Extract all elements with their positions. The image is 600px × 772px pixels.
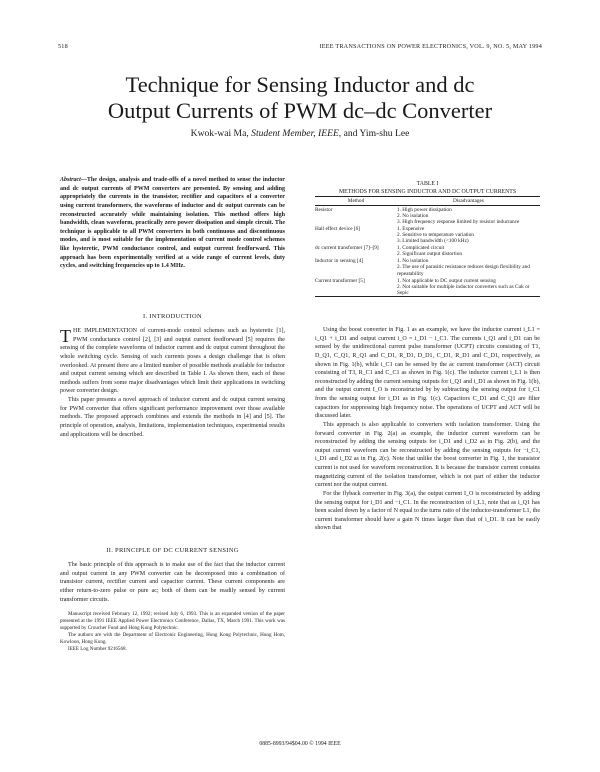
table-cell-method: dc current transformer [7]–[9] (315, 245, 379, 252)
footnote-log-number: IEEE Log Number 9216568. (68, 646, 127, 653)
table-cell-method: Current transformer [5] (315, 277, 397, 297)
table-cell-method: Hall effect device [6] (315, 225, 361, 232)
principle-body (60, 561, 285, 604)
table-row (315, 258, 540, 277)
table-header-row (315, 197, 540, 206)
table-cell-disadvantages: 1. Complicated circuit 2. Significant output distortion (397, 245, 463, 258)
table-row (315, 245, 540, 258)
footnote-manuscript: Manuscript received February 12, 1992; revised July 6, 1993. This is an expanded version of the paper presented at the 1991 IEEE Applied Power Electronics Conference, Dallas, TX, March 1991. This work was supported by Croucher Fund and Hong Kong Polytechnic. (60, 611, 285, 632)
title-line-2: Output Currents of PWM dc–dc Converter (107, 98, 493, 123)
right-paragraph-1: Using the boost converter in Fig. 1 as an example, we have the inductor current i_L1 = i_Q1 + i_D1 and output current i_O = i_D1 − i_C1. The currents i_Q1 and i_D1 can be sensed by the unidirectional current pulse transformer (UCPT) circuits consisting of T1, D_Q1, C_Q1, R_Q1 and C_D1, R_D1, D_D1, C_D1, R_D1 and C_D1, respectively, as shown in Fig. 1(b), while i_C1 can be sensed by the ac current transformer (ACT) circuit consisting of T3, R_C1 and C_C1 as shown in Fig. 1(c). The inductor current i_L1 is then reconstructed by adding the current sensing outputs for i_Q1 and i_D1 as shown in Fig. 1(b), and the output current I_O is reconstructed by by subtracting the sensing output for i_C1 from the sensing output for i_D1 as in Fig. 1(c). Capacitors C_D1 and C_Q1 are filter capacitors for suppressing high frequency noise. The operations of UCPT and ACT will be discussed later. (315, 327, 540, 420)
right-column-body (315, 326, 540, 533)
intro-paragraph-1: THE IMPLEMENTATION of current-mode control schemes such as hysteretic [1], PWM conductance control [2], [3] and output current feedforward [5] requires the sensing of the complete waveforms of inductor current and dc output current throughout the whole switching cycle. Sensing of such currents poses a design challenge that is often overlooked. At present there are a limited number of possible methods available for inductor and output current sensing which are described in Table I. As shown there, each of these methods suffers from some major disadvantages which limit their applications in switching power converter design. (60, 326, 285, 395)
table-label: TABLE I (416, 181, 439, 187)
footnotes (60, 611, 285, 654)
abstract (60, 176, 285, 271)
intro-paragraph-2: This paper presents a novel approach of inductor current and dc output current sensing for PWM converter that offers significant performance improvement over those available methods. The proposed approach combines and extends the methods in [4] and [5]. The principle of operation, analysis, limitations, implementation techniques, experimental results and applications will be described. (60, 397, 285, 438)
abstract-text: —The design, analysis and trade-offs of a novel method to sense the inductor and dc output currents of PWM converters are presented. By sensing and adding appropriately the currents in the transistor, rectifier and capacitors of a converter using current transformers, the waveforms of inductor and dc output currents can be reconstructed accurately while maintaining isolation. This method offers high bandwidth, clean waveform, practically zero power dissipation and simple circuit. The technique is applicable to all PWM converters in both continuous and discontinuous modes, and is most suitable for the implementation of current mode control schemes like hysteretic, PWM conductance control, and output current feedforward. This approach has been experimentally verified at a wide range of current levels, duty cycles, and switching frequencies up to 1.4 MHz. (60, 177, 285, 270)
author-second: and Yim-shu Lee (343, 128, 410, 139)
table-cell-disadvantages: 1. Expensive 2. Sensitive to temperature variation 3. Limited bandwidth (<100 kHz) (397, 225, 474, 245)
page-number: 518 (58, 43, 68, 50)
author-first: Kwok-wai Ma, (190, 128, 249, 139)
table-header-method: Method (315, 197, 397, 206)
title-line-1: Technique for Sensing Inductor and dc (125, 72, 475, 97)
copyright-footer: 0885-8993/94$04.00 © 1994 IEEE (259, 741, 341, 747)
table-cell-disadvantages: 1. High power dissipation 2. No isolation 3. High frequency response limited by resistor inductance (397, 206, 520, 225)
section-heading-principle: II. PRINCIPLE OF DC CURRENT SENSING (106, 547, 239, 554)
abstract-lead: Abstract (60, 177, 81, 183)
authors (60, 128, 540, 139)
table-cell-disadvantages: 1. No isolation 2. The use of parasitic resistance reduces design flexibility and repeatability (397, 258, 530, 277)
table-row (315, 206, 540, 226)
table-cell-method: Resistor (315, 206, 333, 213)
journal-name: IEEE TRANSACTIONS ON POWER ELECTRONICS, VOL. 9, NO. 5, MAY 1994 (319, 43, 542, 50)
table-header-disadvantages: Disadvantages (397, 197, 540, 206)
author-first-role: Student Member, IEEE, (251, 128, 342, 139)
table-row (315, 277, 540, 297)
principle-paragraph-1: The basic principle of this approach is to make use of the fact that the inductor current and output current in any PWM converter can be decomposed into a combination of transistor current, rectifier current and capacitor current. These current components are either return-to-zero pulse or pure ac; both of them can be readily sensed by current transformer circuits. (60, 562, 285, 603)
methods-table (315, 196, 540, 297)
dropcap: T (60, 326, 71, 346)
right-paragraph-3: For the flyback converter in Fig. 3(a), the output current I_O is reconstructed by adding the sensing output for i_D1 and −i_C1. In the reconstruction of i_L1, note that as i_Q1 has been scaled down by a factor of N equal to the turns ratio of the inductor-transformer L1, the current transformer should have a gain N times larger than that of i_D1. It can be easily shown that (315, 490, 540, 532)
table-cell-disadvantages: 1. Not applicable to DC output current sensing 2. Not suitable for multiple inductor converters such as Cuk or Sepic (397, 277, 540, 297)
footnote-affiliation: The authors are with the Department of Electronic Engineering, Hong Kong Polytechnic, Hung Hom, Kowloon, Hong Kong. (60, 632, 285, 646)
table-caption: METHODS FOR SENSING INDUCTOR AND DC OUTPUT CURRENTS (338, 189, 517, 195)
table-caption-block (315, 180, 540, 196)
introduction-body (60, 327, 285, 439)
table-row (315, 225, 540, 244)
table-cell-method: Inductor in sensing [4] (315, 258, 364, 265)
section-heading-introduction: I. INTRODUCTION (142, 313, 203, 320)
paper-title (60, 72, 540, 124)
right-paragraph-2: This approach is also applicable to converters with isolation transformer. Using the forward converter in Fig. 2(a) as example, the inductor current waveform can be reconstructed by adding the sensing outputs for i_D1 and i_D2 as in Fig. 2(b), and the output current waveform can be reconstructed by adding the sensing outputs for −i_C1, i_D1 and i_D2 as in Fig. 2(c). Note that unlike the boost converter in Fig. 1, the transistor current is not used for waveform reconstruction. It is because the transistor current contains magnetizing current of the isolation transformer, which is not part of either the inductor current nor the output current. (315, 421, 540, 489)
